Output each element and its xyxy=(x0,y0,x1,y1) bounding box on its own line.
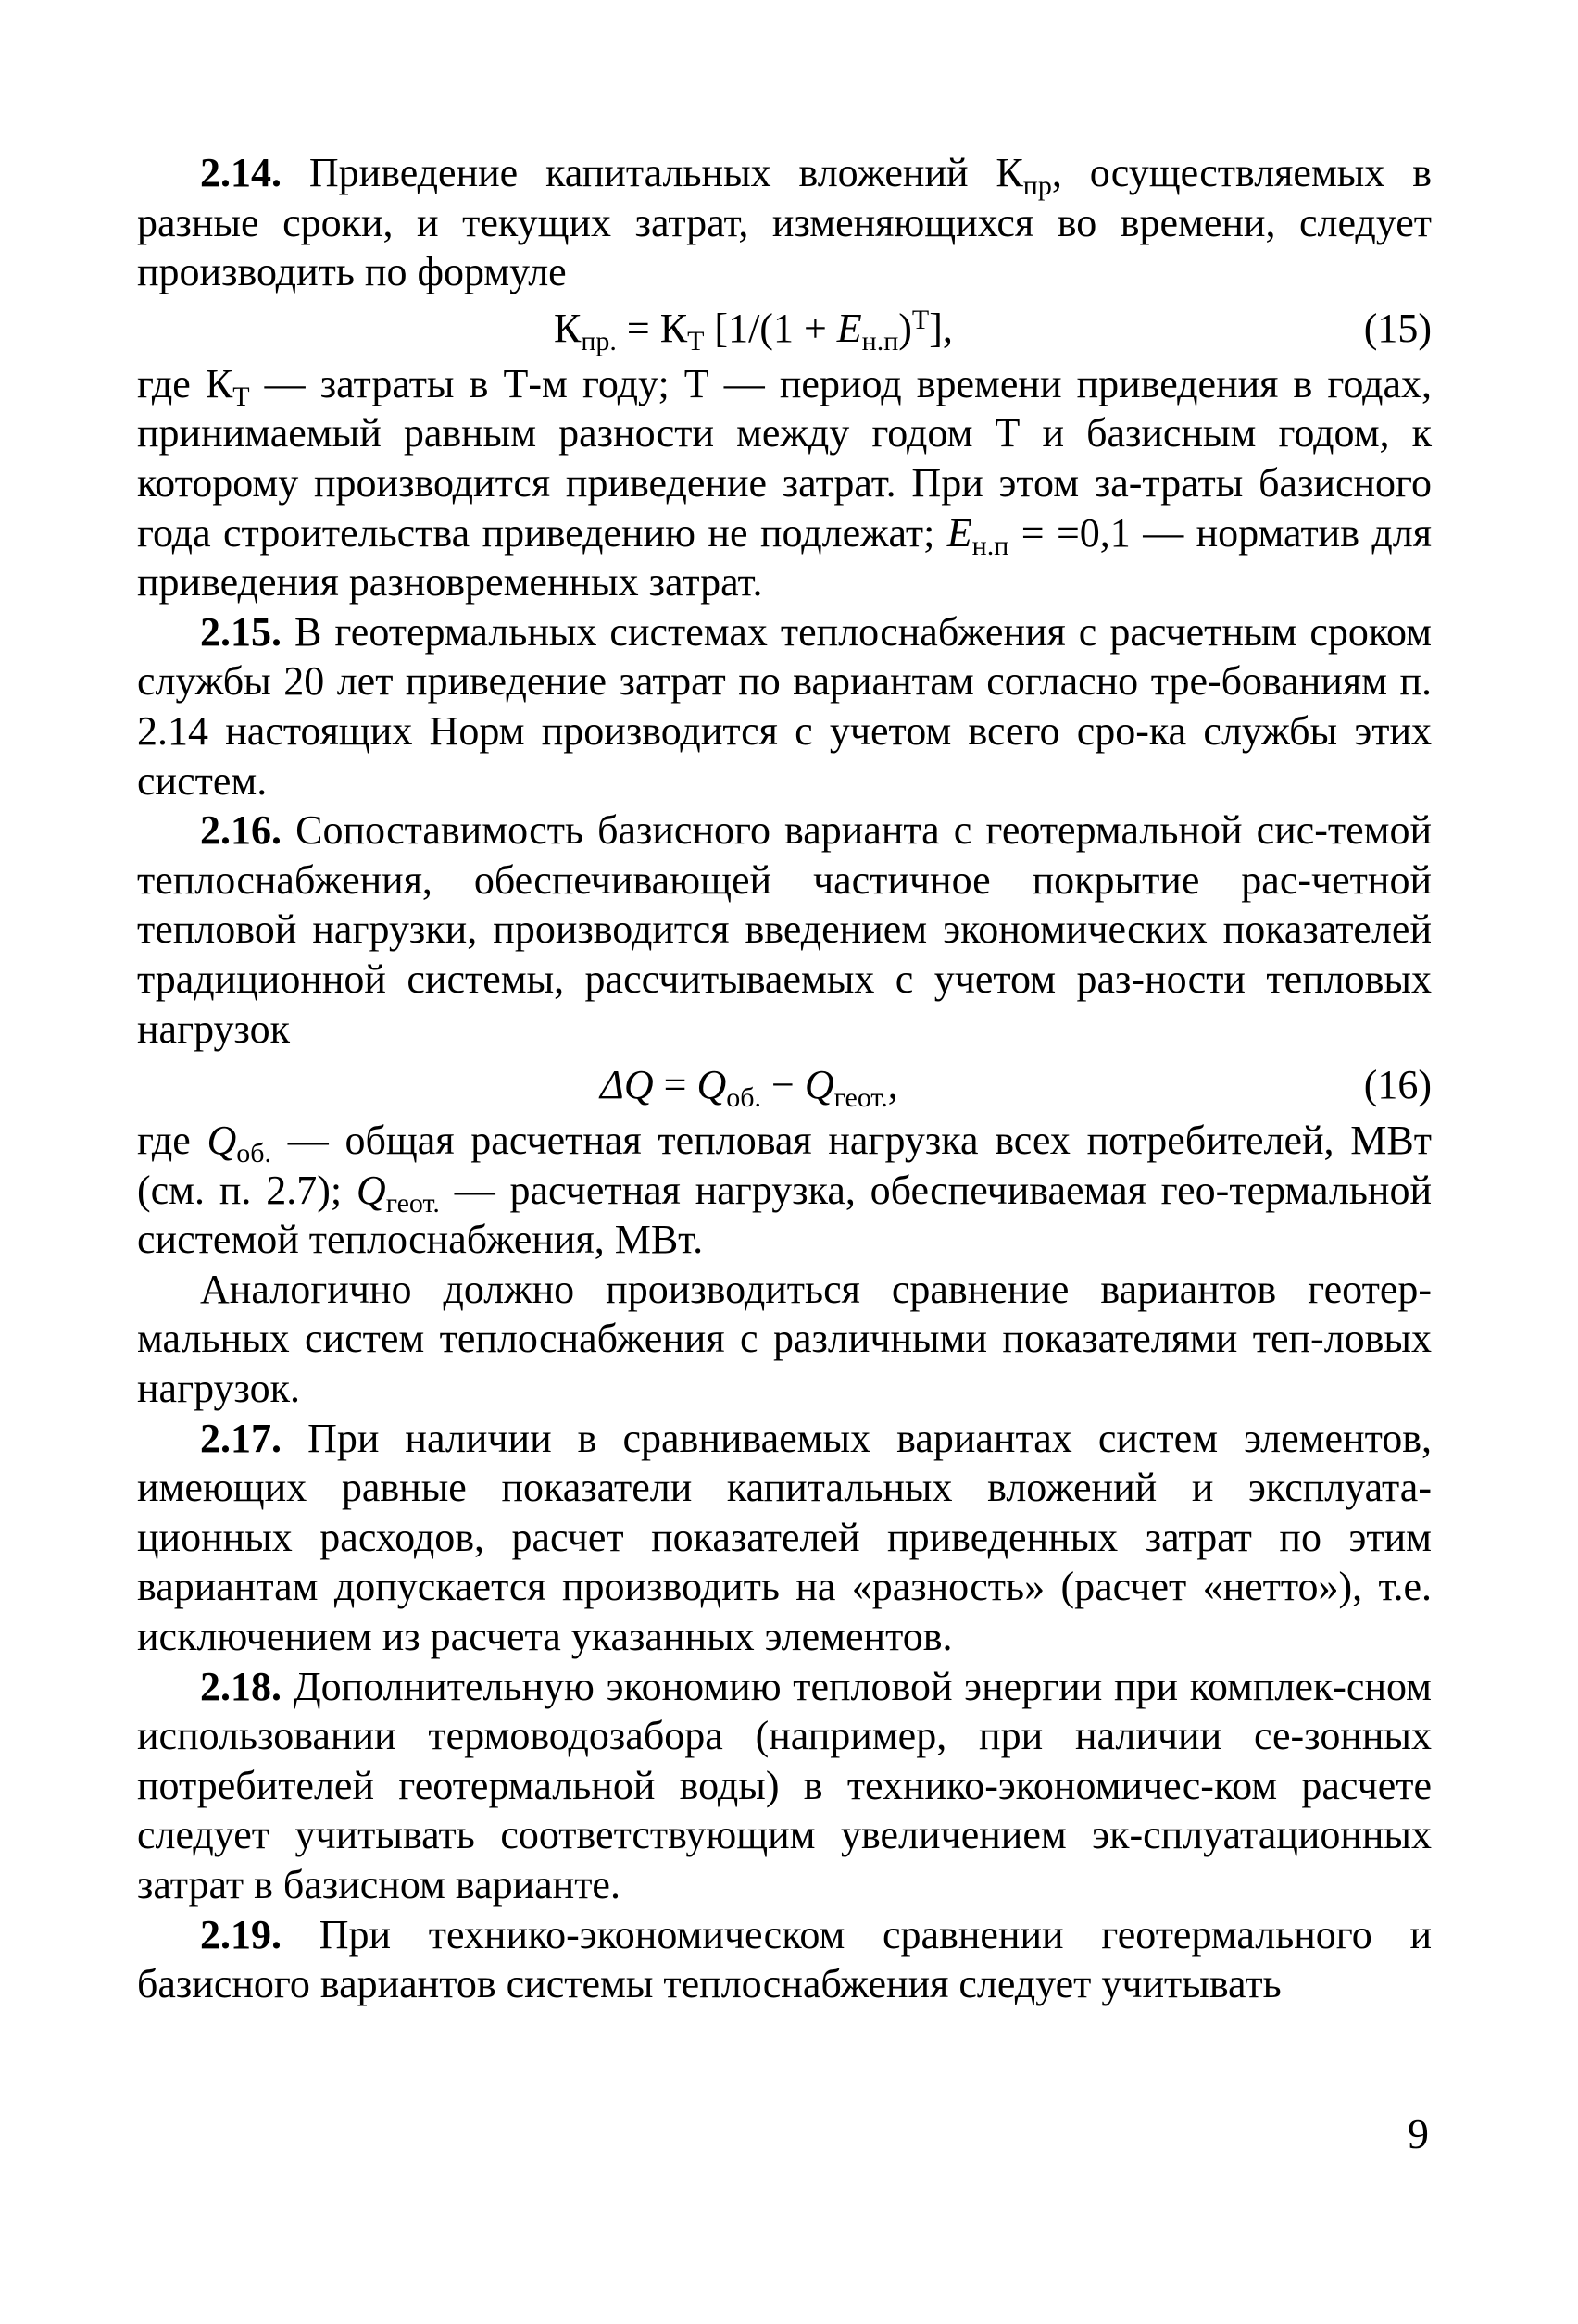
paragraph-text: — затраты в Т-м году; Т — период времени приведения в годах, принимаемый равным разности между годом Т и базисным годом, к которому производится приведение затрат. При этом за-траты базисного года строительства приведению не подлежат; xyxy=(137,360,1433,556)
equation-number: (15) xyxy=(1363,305,1432,351)
formula-symbol: Q xyxy=(207,1118,237,1164)
paragraph-where-16 xyxy=(137,1116,1432,1265)
clause-number: 2.18. xyxy=(200,1663,282,1709)
paragraph-2-17 xyxy=(137,1414,1432,1662)
clause-number: 2.14. xyxy=(200,150,282,195)
page-number: 9 xyxy=(1408,2110,1429,2157)
formula-symbol: = К xyxy=(616,305,688,351)
paragraph-text: = =0,1 — норматив для приведения разновременных затрат. xyxy=(137,509,1433,606)
paragraph-2-18 xyxy=(137,1662,1432,1910)
subscript: об. xyxy=(726,1082,761,1114)
subscript: Т xyxy=(687,325,705,356)
paragraph-text: где xyxy=(137,1118,207,1164)
paragraph-2-19 xyxy=(137,1910,1432,2009)
subscript: об. xyxy=(236,1138,272,1169)
formula-symbol: − xyxy=(760,1062,805,1108)
subscript: геот. xyxy=(833,1082,888,1114)
subscript: пр. xyxy=(581,325,617,356)
formula-16 xyxy=(137,1054,1432,1116)
formula-symbol: Q xyxy=(696,1062,727,1108)
formula-symbol: ΔQ xyxy=(600,1062,654,1108)
formula-symbol: [1/(1 + xyxy=(704,305,837,351)
paragraph-text: Приведение капитальных вложений К xyxy=(308,150,1023,195)
formula-15 xyxy=(137,297,1432,359)
paragraph-text: При технико-экономическом сравнении геотермального и базисного вариантов системы теплоснабжения следует учитывать xyxy=(137,1911,1432,2007)
clause-number: 2.19. xyxy=(200,1911,282,1957)
text-column xyxy=(137,148,1432,2009)
formula-symbol: , xyxy=(887,1062,898,1108)
paragraph-text: Дополнительную экономию тепловой энергии при комплек-сном использовании термоводозабора (например, при наличии се-зонных потребителей геотермальной воды) в технико-экономичес-ком расчете следует учитывать соответствующим увеличением эк-сплуатационных затрат в базисном варианте. xyxy=(137,1663,1433,1907)
equation-number: (16) xyxy=(1363,1062,1432,1108)
paragraph-text: — расчетная нагрузка, обеспечиваемая гео-термальной системой теплоснабжения, МВт. xyxy=(137,1167,1432,1263)
subscript: геот. xyxy=(385,1187,440,1218)
formula-symbol: ], xyxy=(929,305,953,351)
paragraph-2-14 xyxy=(137,148,1432,297)
formula-symbol: Е xyxy=(946,509,972,556)
paragraph-text: В геотермальных системах теплоснабжения с расчетным сроком службы 20 лет приведение затрат по вариантам согласно тре-бованиям п. 2.14 настоящих Норм производится с учетом всего сро-ка службы этих систем. xyxy=(137,608,1433,804)
formula-symbol: Q xyxy=(804,1062,834,1108)
subscript: пр xyxy=(1022,170,1052,201)
clause-number: 2.17. xyxy=(200,1415,282,1461)
paragraph-2-15 xyxy=(137,607,1432,806)
formula-symbol: ) xyxy=(898,305,912,351)
formula-symbol: Q xyxy=(356,1167,386,1213)
paragraph-text: где К xyxy=(137,360,233,406)
paragraph-text: , осуществляемых в разные сроки, и текущих затрат, изменяющихся во времени, следует производить по формуле xyxy=(137,150,1432,295)
formula-expression xyxy=(554,297,953,359)
paragraph-text: Сопоставимость базисного варианта с геотермальной сис-темой теплоснабжения, обеспечивающей частичное покрытие рас-четной тепловой нагрузки, производится введением экономических показателей традиционной системы, рассчитываемых с учетом раз-ности тепловых нагрузок xyxy=(137,807,1432,1052)
superscript: Т xyxy=(911,304,930,335)
paragraph-where-15 xyxy=(137,359,1432,607)
paragraph-text: При наличии в сравниваемых вариантах систем элементов, имеющих равные показатели капитальных вложений и эксплуата-ционных расходов, расчет показателей приведенных затрат по этим вариантам допускается производить на «разность» (расчет «нетто»), т.е. исключением из расчета указанных элементов. xyxy=(137,1415,1433,1660)
formula-expression xyxy=(600,1054,898,1116)
clause-number: 2.15. xyxy=(200,608,282,655)
formula-symbol: = xyxy=(653,1062,697,1108)
paragraph-2-16 xyxy=(137,806,1432,1054)
subscript: н.п xyxy=(861,325,899,356)
formula-symbol: К xyxy=(554,305,582,351)
paragraph-text: — общая расчетная тепловая нагрузка всех потребителей, МВт (см. п. 2.7); xyxy=(137,1118,1432,1213)
formula-symbol: Е xyxy=(836,305,862,351)
subscript: н.п xyxy=(971,530,1009,561)
clause-number: 2.16. xyxy=(200,807,282,854)
subscript: Т xyxy=(232,381,250,412)
paragraph-analog: Аналогично должно производиться сравнение вариантов геотер-мальных систем теплоснабжения с различными показателями теп-ловых нагрузок. xyxy=(137,1266,1432,1412)
